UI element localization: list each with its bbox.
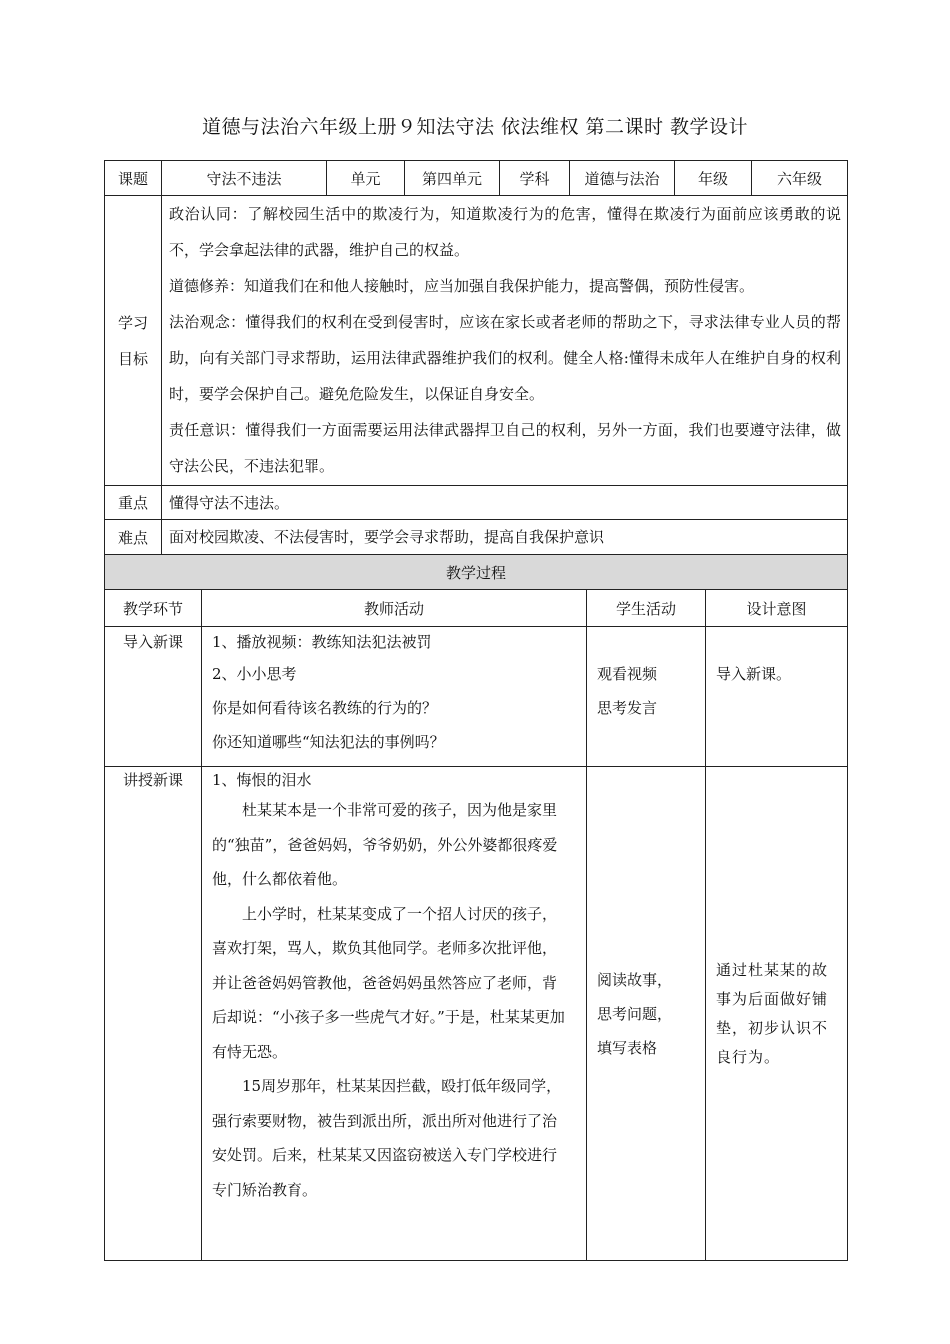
intro-teacher-line-4: 你还知道哪些“知法犯法的事例吗？ xyxy=(212,733,445,751)
topic-value: 守法不违法 xyxy=(162,161,327,196)
grade-value: 六年级 xyxy=(752,161,848,196)
unit-label: 单元 xyxy=(327,161,405,196)
lecture-intent xyxy=(706,767,848,1261)
intro-student-line-1: 观看视频 xyxy=(597,665,658,683)
info-table xyxy=(104,160,848,555)
grade-label: 年级 xyxy=(675,161,752,196)
difficulty-text: 面对校园欺凌、不法侵害时，要学会寻求帮助，提高自我保护意识 xyxy=(169,528,605,546)
column-intent: 设计意图 xyxy=(706,590,848,627)
subject-label: 学科 xyxy=(500,161,570,196)
lecture-student-line-2: 思考问题， xyxy=(597,1004,673,1023)
story-paragraph-1: 杜某某本是一个非常可爱的孩子，因为他是家里的“独苗”，爸爸妈妈，爷爷奶奶，外公外婆都很疼爱他，什么都依着他。 xyxy=(212,801,558,888)
intro-intent-text: 导入新课。 xyxy=(716,665,792,683)
lecture-teacher xyxy=(202,767,587,1261)
intro-stage xyxy=(105,627,202,767)
intro-intent xyxy=(706,627,848,767)
lecture-student xyxy=(587,767,706,1261)
difficulty-label: 难点 xyxy=(105,520,162,555)
process-table xyxy=(104,554,848,1261)
topic-label: 课题 xyxy=(105,161,162,196)
lecture-student-line-1: 阅读故事， xyxy=(597,970,673,989)
objectives-content xyxy=(162,196,848,486)
key-point-label: 重点 xyxy=(105,486,162,520)
objectives-label xyxy=(105,196,162,486)
subject-value: 道德与法治 xyxy=(570,161,675,196)
objective-political: 政治认同：了解校园生活中的欺凌行为，知道欺凌行为的危害，懂得在欺凌行为面前应该勇敢的说不，学会拿起法律的武器，维护自己的权益。 xyxy=(169,205,841,259)
intro-student-line-2: 思考发言 xyxy=(597,699,658,717)
lecture-stage xyxy=(105,767,202,1261)
story-paragraph-3: 15周岁那年，杜某某因拦截，殴打低年级同学，强行索要财物，被告到派出所，派出所对他进行了治安处罚。后来，杜某某又因盗窃被送入专门学校进行专门矫治教育。 xyxy=(212,1077,562,1199)
process-header: 教学过程 xyxy=(105,555,848,590)
story-paragraph-2: 上小学时，杜某某变成了一个招人讨厌的孩子，喜欢打架，骂人，欺负其他同学。老师多次批评他，并让爸爸妈妈管教他，爸爸妈妈虽然答应了老师，背后却说：“小孩子多一些虎气才好。”于是，杜某某更加有恃无恐。 xyxy=(212,904,565,1061)
intro-teacher xyxy=(202,627,587,767)
document-title: 道德与法治六年级上册９知法守法 依法维权 第二课时 教学设计 xyxy=(201,116,749,138)
intro-teacher-line-1: 1、播放视频：教练知法犯法被罚 xyxy=(212,633,432,651)
key-point-text: 懂得守法不违法。 xyxy=(169,493,290,512)
column-stage: 教学环节 xyxy=(105,590,202,627)
intro-teacher-line-2: 2、小小思考 xyxy=(212,665,297,683)
intro-student xyxy=(587,627,706,767)
key-point-value xyxy=(162,486,848,520)
lecture-stage-text: 讲授新课 xyxy=(122,771,183,789)
column-student: 学生活动 xyxy=(587,590,706,627)
unit-value: 第四单元 xyxy=(405,161,500,196)
intro-stage-text: 导入新课 xyxy=(122,633,183,651)
lecture-student-line-3: 填写表格 xyxy=(597,1038,658,1057)
objective-responsibility: 责任意识：懂得我们一方面需要运用法律武器捍卫自己的权利，另外一方面，我们也要遵守法律，做守法公民，不违法犯罪。 xyxy=(169,421,841,475)
lecture-intent-text: 通过杜某某的故事为后面做好铺垫，初步认识不良行为。 xyxy=(716,960,829,1066)
objective-legal: 法治观念：懂得我们的权利在受到侵害时，应该在家长或者老师的帮助之下，寻求法律专业人员的帮助，向有关部门寻求帮助，运用法律武器维护我们的权利。健全人格:懂得未成年人在维护自身的权利时，要学会保护自己。避免危险发生，以保证自身安全。 xyxy=(169,313,841,403)
column-teacher: 教师活动 xyxy=(202,590,587,627)
objectives-label-line-2: 目标 xyxy=(117,349,148,368)
intro-teacher-line-3: 你是如何看待该名教练的行为的？ xyxy=(212,699,438,717)
lecture-teacher-heading: 1、悔恨的泪水 xyxy=(212,771,312,789)
difficulty-value xyxy=(162,520,848,555)
objectives-label-line-1: 学习 xyxy=(117,313,148,332)
objective-moral: 道德修养：知道我们在和他人接触时，应当加强自我保护能力，提高警偶，预防性侵害。 xyxy=(169,277,755,295)
